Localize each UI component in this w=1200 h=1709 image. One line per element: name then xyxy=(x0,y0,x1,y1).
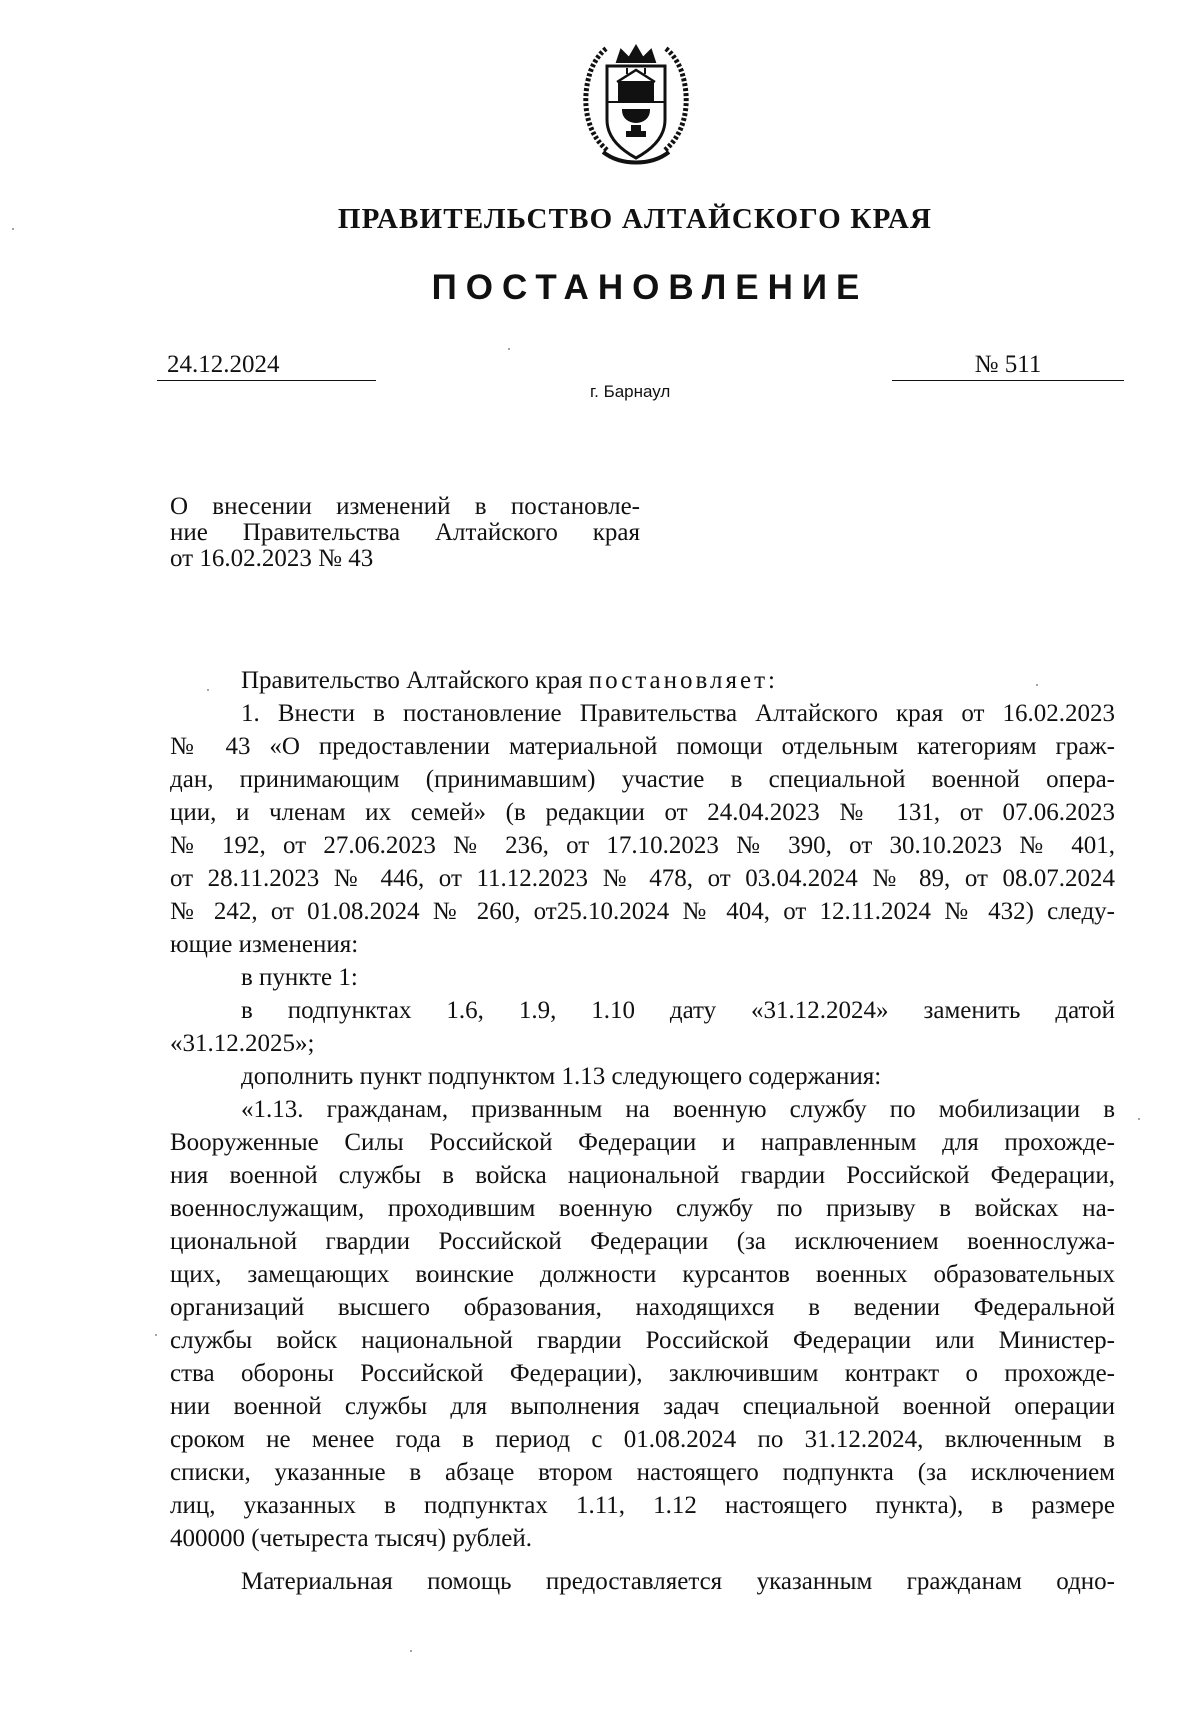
body-line: сроком не менее года в период с 01.08.2024 по 31.12.2024, включенным в xyxy=(170,1426,1115,1453)
document-subject xyxy=(170,494,640,572)
body-line: щих, замещающих воинские должности курсантов военных образовательных xyxy=(170,1261,1115,1288)
body-line: дополнить пункт подпунктом 1.13 следующего содержания: xyxy=(241,1063,882,1090)
body-line: «31.12.2025»; xyxy=(170,1030,315,1057)
subject-line: от 16.02.2023 № 43 xyxy=(170,545,374,572)
government-name: ПРАВИТЕЛЬСТВО АЛТАЙСКОГО КРАЯ xyxy=(337,203,933,235)
document-date: 24.12.2024 xyxy=(157,350,376,381)
document-type-title: ПОСТАНОВЛЕНИЕ xyxy=(431,268,869,307)
document-number: № 511 xyxy=(892,350,1124,381)
body-line: ции, и членам их семей» (в редакции от 24.04.2023 № 131, от 07.06.2023 xyxy=(170,799,1115,826)
body-line: 400000 (четыреста тысяч) рублей. xyxy=(170,1525,532,1552)
body-line: циональной гвардии Российской Федерации (за исключением военнослужа- xyxy=(170,1228,1115,1255)
body-line: № 43 «О предоставлении материальной помощи отдельным категориям граж- xyxy=(170,733,1115,760)
body-line: ющие изменения: xyxy=(170,931,359,958)
body-line: Вооруженные Силы Российской Федерации и направленным для прохожде- xyxy=(170,1129,1115,1156)
body-line: службы войск национальной гвардии Российской Федерации или Министер- xyxy=(170,1327,1115,1354)
body-line: военнослужащим, проходившим военную службу по призыву в войсках на- xyxy=(170,1195,1115,1222)
scan-speck xyxy=(1138,1118,1140,1120)
body-line: «1.13. гражданам, призванным на военную службу по мобилизации в xyxy=(241,1096,1115,1123)
body-line: дан, принимающим (принимавшим) участие в специальной военной опера- xyxy=(170,766,1115,793)
body-line: № 242, от 01.08.2024 № 260, от25.10.2024 № 404, от 12.11.2024 № 432) следу- xyxy=(170,898,1115,925)
body-line: организаций высшего образования, находящихся в ведении Федеральной xyxy=(170,1294,1115,1321)
issue-city: г. Барнаул xyxy=(590,382,671,401)
scan-speck xyxy=(508,348,510,350)
body-line: списки, указанные в абзаце втором настоящего подпункта (за исключением xyxy=(170,1459,1115,1486)
body-line: лиц, указанных в подпунктах 1.11, 1.12 настоящего пункта), в размере xyxy=(170,1492,1115,1519)
coat-of-arms-icon xyxy=(577,40,695,170)
preamble xyxy=(170,667,1115,695)
body-line: 1. Внести в постановление Правительства Алтайского края от 16.02.2023 xyxy=(241,700,1115,727)
scan-speck xyxy=(155,1334,157,1336)
body-line: от 28.11.2023 № 446, от 11.12.2023 № 478, от 03.04.2024 № 89, от 08.07.2024 xyxy=(170,865,1115,892)
subject-line: О внесении изменений в постановле- xyxy=(170,493,640,520)
preamble-action: постановляет: xyxy=(588,667,778,694)
scan-speck xyxy=(410,1650,412,1652)
scan-speck xyxy=(12,228,14,230)
scan-speck xyxy=(207,689,209,691)
body-line: нии военной службы для выполнения задач специальной военной операции xyxy=(170,1393,1115,1420)
body-line: № 192, от 27.06.2023 № 236, от 17.10.2023 № 390, от 30.10.2023 № 401, xyxy=(170,832,1115,859)
scan-speck xyxy=(1036,684,1038,686)
body-line: в пункте 1: xyxy=(241,964,358,991)
body-line: ства обороны Российской Федерации), заключившим контракт о прохожде- xyxy=(170,1360,1115,1387)
body-line: в подпунктах 1.6, 1.9, 1.10 дату «31.12.2024» заменить датой xyxy=(241,997,1115,1024)
preamble-text: Правительство Алтайского края xyxy=(241,667,589,694)
body-line: ния военной службы в войска национальной гвардии Российской Федерации, xyxy=(170,1162,1115,1189)
body-line: Материальная помощь предоставляется указанным гражданам одно- xyxy=(241,1568,1115,1595)
subject-line: ние Правительства Алтайского края xyxy=(170,519,640,546)
